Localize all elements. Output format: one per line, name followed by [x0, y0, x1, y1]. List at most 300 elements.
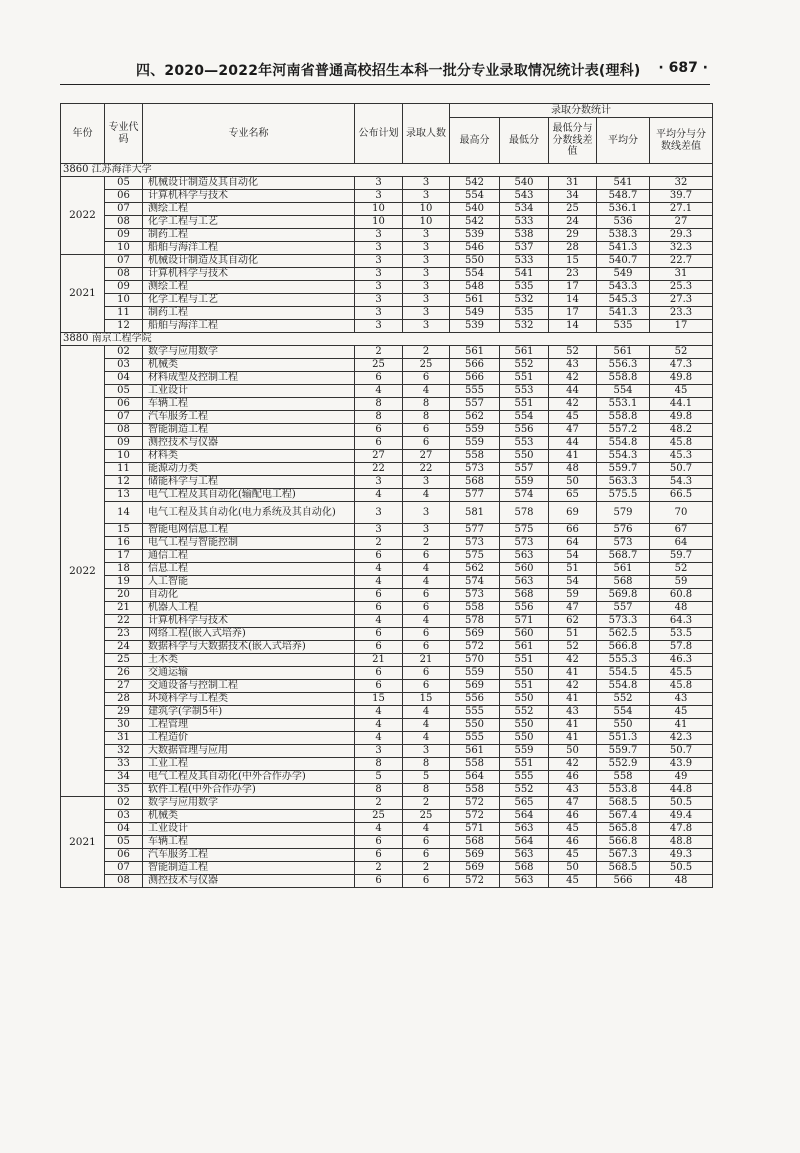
cell-admitted: 4	[403, 576, 450, 589]
cell-major: 计算机科学与技术	[143, 615, 355, 628]
cell-min-diff: 42	[549, 398, 597, 411]
cell-avg-diff: 50.7	[650, 745, 713, 758]
cell-avg: 567.3	[597, 849, 650, 862]
cell-max: 542	[450, 177, 500, 190]
cell-admitted: 6	[403, 836, 450, 849]
cell-max: 539	[450, 320, 500, 333]
table-row	[61, 563, 713, 576]
cell-code: 07	[105, 255, 143, 268]
cell-max: 550	[450, 719, 500, 732]
cell-min-diff: 50	[549, 476, 597, 489]
school-name: 3860 江苏海洋大学	[61, 164, 713, 177]
cell-avg-diff: 43	[650, 693, 713, 706]
cell-code: 20	[105, 589, 143, 602]
cell-admitted: 6	[403, 602, 450, 615]
cell-avg: 554.3	[597, 450, 650, 463]
school-row	[61, 333, 713, 346]
cell-code: 11	[105, 307, 143, 320]
cell-min-diff: 41	[549, 732, 597, 745]
cell-min-diff: 17	[549, 281, 597, 294]
cell-avg: 575.5	[597, 489, 650, 502]
table-row	[61, 463, 713, 476]
cell-min: 561	[500, 641, 549, 654]
cell-admitted: 10	[403, 216, 450, 229]
table-row	[61, 411, 713, 424]
cell-max: 573	[450, 537, 500, 550]
cell-avg-diff: 54.3	[650, 476, 713, 489]
cell-plan: 4	[355, 823, 403, 836]
cell-max: 555	[450, 706, 500, 719]
cell-plan: 6	[355, 372, 403, 385]
cell-min-diff: 15	[549, 255, 597, 268]
cell-max: 554	[450, 190, 500, 203]
cell-admitted: 2	[403, 346, 450, 359]
cell-plan: 4	[355, 615, 403, 628]
cell-min: 564	[500, 810, 549, 823]
cell-min: 550	[500, 732, 549, 745]
table-row	[61, 797, 713, 810]
cell-max: 557	[450, 398, 500, 411]
table-row	[61, 693, 713, 706]
cell-major: 汽车服务工程	[143, 411, 355, 424]
cell-avg: 561	[597, 563, 650, 576]
cell-code: 18	[105, 563, 143, 576]
table-row	[61, 385, 713, 398]
cell-plan: 3	[355, 229, 403, 242]
cell-min-diff: 45	[549, 411, 597, 424]
cell-code: 05	[105, 177, 143, 190]
cell-avg-diff: 57.8	[650, 641, 713, 654]
cell-min: 564	[500, 836, 549, 849]
cell-avg: 545.3	[597, 294, 650, 307]
cell-avg: 557.2	[597, 424, 650, 437]
cell-avg-diff: 52	[650, 346, 713, 359]
cell-max: 568	[450, 476, 500, 489]
cell-max: 555	[450, 732, 500, 745]
cell-min: 559	[500, 745, 549, 758]
cell-major: 工业设计	[143, 823, 355, 836]
cell-admitted: 4	[403, 732, 450, 745]
cell-code: 05	[105, 385, 143, 398]
cell-major: 环境科学与工程类	[143, 693, 355, 706]
cell-plan: 21	[355, 654, 403, 667]
cell-avg-diff: 25.3	[650, 281, 713, 294]
cell-avg-diff: 45.8	[650, 437, 713, 450]
cell-max: 556	[450, 693, 500, 706]
cell-avg: 536	[597, 216, 650, 229]
cell-plan: 22	[355, 463, 403, 476]
cell-min-diff: 46	[549, 771, 597, 784]
cell-min: 568	[500, 589, 549, 602]
table-row	[61, 758, 713, 771]
cell-major: 机械设计制造及其自动化	[143, 177, 355, 190]
cell-min-diff: 51	[549, 563, 597, 576]
cell-min: 550	[500, 719, 549, 732]
cell-min: 563	[500, 576, 549, 589]
cell-min-diff: 47	[549, 424, 597, 437]
cell-plan: 3	[355, 255, 403, 268]
cell-avg-diff: 47.8	[650, 823, 713, 836]
cell-major: 船舶与海洋工程	[143, 320, 355, 333]
cell-avg-diff: 47.3	[650, 359, 713, 372]
cell-plan: 25	[355, 359, 403, 372]
cell-min-diff: 44	[549, 437, 597, 450]
table-row	[61, 745, 713, 758]
cell-avg: 557	[597, 602, 650, 615]
cell-max: 566	[450, 359, 500, 372]
cell-min: 571	[500, 615, 549, 628]
cell-admitted: 2	[403, 537, 450, 550]
cell-plan: 6	[355, 424, 403, 437]
cell-max: 572	[450, 797, 500, 810]
cell-avg-diff: 70	[650, 502, 713, 524]
cell-major: 制药工程	[143, 307, 355, 320]
cell-min: 537	[500, 242, 549, 255]
cell-min-diff: 45	[549, 823, 597, 836]
cell-min-diff: 28	[549, 242, 597, 255]
cell-min-diff: 47	[549, 602, 597, 615]
table-row	[61, 667, 713, 680]
cell-min: 534	[500, 203, 549, 216]
cell-avg: 541	[597, 177, 650, 190]
cell-major: 机器人工程	[143, 602, 355, 615]
cell-min-diff: 69	[549, 502, 597, 524]
cell-min-diff: 52	[549, 641, 597, 654]
cell-avg-diff: 45.5	[650, 667, 713, 680]
cell-major: 自动化	[143, 589, 355, 602]
cell-min: 554	[500, 411, 549, 424]
cell-min-diff: 29	[549, 229, 597, 242]
cell-plan: 3	[355, 177, 403, 190]
cell-avg: 565.8	[597, 823, 650, 836]
cell-avg-diff: 48.2	[650, 424, 713, 437]
cell-max: 540	[450, 203, 500, 216]
cell-avg-diff: 46.3	[650, 654, 713, 667]
cell-min-diff: 46	[549, 810, 597, 823]
cell-min-diff: 31	[549, 177, 597, 190]
cell-avg: 568	[597, 576, 650, 589]
table-row	[61, 307, 713, 320]
cell-max: 581	[450, 502, 500, 524]
cell-code: 09	[105, 281, 143, 294]
cell-major: 能源动力类	[143, 463, 355, 476]
cell-code: 05	[105, 836, 143, 849]
cell-min-diff: 43	[549, 359, 597, 372]
cell-major: 工业工程	[143, 758, 355, 771]
cell-min-diff: 54	[549, 576, 597, 589]
cell-avg: 579	[597, 502, 650, 524]
cell-code: 17	[105, 550, 143, 563]
cell-major: 通信工程	[143, 550, 355, 563]
cell-admitted: 15	[403, 693, 450, 706]
cell-plan: 3	[355, 242, 403, 255]
cell-avg: 559.7	[597, 463, 650, 476]
cell-plan: 6	[355, 667, 403, 680]
cell-min: 552	[500, 706, 549, 719]
cell-plan: 8	[355, 398, 403, 411]
cell-major: 化学工程与工艺	[143, 294, 355, 307]
table-row	[61, 359, 713, 372]
cell-min-diff: 41	[549, 719, 597, 732]
cell-admitted: 3	[403, 281, 450, 294]
cell-min-diff: 51	[549, 628, 597, 641]
cell-avg-diff: 48.8	[650, 836, 713, 849]
cell-avg-diff: 41	[650, 719, 713, 732]
cell-admitted: 6	[403, 875, 450, 888]
cell-min: 560	[500, 628, 549, 641]
cell-min-diff: 59	[549, 589, 597, 602]
cell-max: 561	[450, 346, 500, 359]
table-row	[61, 654, 713, 667]
cell-max: 561	[450, 745, 500, 758]
cell-avg: 553.8	[597, 784, 650, 797]
cell-avg: 576	[597, 524, 650, 537]
cell-major: 测绘工程	[143, 203, 355, 216]
cell-min: 550	[500, 450, 549, 463]
cell-admitted: 27	[403, 450, 450, 463]
cell-min: 563	[500, 875, 549, 888]
cell-max: 558	[450, 602, 500, 615]
cell-avg-diff: 39.7	[650, 190, 713, 203]
cell-avg-diff: 50.5	[650, 862, 713, 875]
cell-avg: 536.1	[597, 203, 650, 216]
cell-admitted: 4	[403, 563, 450, 576]
col-min-diff: 最低分与分数线差值	[549, 118, 597, 164]
cell-avg: 538.3	[597, 229, 650, 242]
year-cell: 2022	[61, 177, 105, 255]
cell-avg: 549	[597, 268, 650, 281]
cell-plan: 6	[355, 628, 403, 641]
cell-max: 539	[450, 229, 500, 242]
cell-plan: 2	[355, 537, 403, 550]
cell-major: 测控技术与仪器	[143, 875, 355, 888]
cell-admitted: 6	[403, 849, 450, 862]
cell-avg: 568.5	[597, 797, 650, 810]
cell-min: 557	[500, 463, 549, 476]
cell-plan: 3	[355, 502, 403, 524]
cell-code: 08	[105, 268, 143, 281]
cell-max: 558	[450, 758, 500, 771]
cell-code: 10	[105, 242, 143, 255]
cell-max: 559	[450, 424, 500, 437]
cell-min: 540	[500, 177, 549, 190]
cell-min-diff: 23	[549, 268, 597, 281]
cell-avg-diff: 49.4	[650, 810, 713, 823]
cell-avg: 559.7	[597, 745, 650, 758]
cell-major: 车辆工程	[143, 398, 355, 411]
cell-admitted: 5	[403, 771, 450, 784]
cell-avg: 548.7	[597, 190, 650, 203]
cell-plan: 2	[355, 346, 403, 359]
cell-min: 541	[500, 268, 549, 281]
table-row	[61, 372, 713, 385]
cell-code: 08	[105, 875, 143, 888]
cell-avg: 535	[597, 320, 650, 333]
cell-avg-diff: 45.3	[650, 450, 713, 463]
cell-admitted: 6	[403, 437, 450, 450]
cell-major: 软件工程(中外合作办学)	[143, 784, 355, 797]
cell-min-diff: 42	[549, 372, 597, 385]
cell-admitted: 10	[403, 203, 450, 216]
cell-plan: 6	[355, 875, 403, 888]
cell-admitted: 3	[403, 268, 450, 281]
cell-code: 04	[105, 823, 143, 836]
cell-code: 08	[105, 216, 143, 229]
cell-avg-diff: 49.8	[650, 411, 713, 424]
cell-major: 材料成型及控制工程	[143, 372, 355, 385]
cell-major: 智能制造工程	[143, 862, 355, 875]
cell-code: 19	[105, 576, 143, 589]
cell-admitted: 3	[403, 476, 450, 489]
cell-max: 566	[450, 372, 500, 385]
cell-plan: 6	[355, 550, 403, 563]
table-row	[61, 320, 713, 333]
table-row	[61, 615, 713, 628]
cell-admitted: 8	[403, 758, 450, 771]
cell-min-diff: 50	[549, 862, 597, 875]
cell-plan: 6	[355, 437, 403, 450]
cell-code: 02	[105, 797, 143, 810]
cell-major: 化学工程与工艺	[143, 216, 355, 229]
cell-code: 30	[105, 719, 143, 732]
cell-code: 35	[105, 784, 143, 797]
cell-avg-diff: 59.7	[650, 550, 713, 563]
cell-avg: 566.8	[597, 641, 650, 654]
cell-code: 31	[105, 732, 143, 745]
cell-min: 555	[500, 771, 549, 784]
cell-avg-diff: 27.1	[650, 203, 713, 216]
table-row	[61, 476, 713, 489]
table-row	[61, 229, 713, 242]
cell-min: 563	[500, 550, 549, 563]
cell-min-diff: 64	[549, 537, 597, 550]
cell-max: 573	[450, 463, 500, 476]
table-row	[61, 489, 713, 502]
cell-major: 车辆工程	[143, 836, 355, 849]
cell-max: 562	[450, 411, 500, 424]
cell-min: 551	[500, 372, 549, 385]
cell-avg-diff: 53.5	[650, 628, 713, 641]
cell-code: 12	[105, 320, 143, 333]
cell-max: 575	[450, 550, 500, 563]
cell-min-diff: 65	[549, 489, 597, 502]
table-row	[61, 550, 713, 563]
cell-code: 15	[105, 524, 143, 537]
cell-min-diff: 45	[549, 875, 597, 888]
cell-min: 538	[500, 229, 549, 242]
cell-admitted: 6	[403, 641, 450, 654]
cell-major: 智能制造工程	[143, 424, 355, 437]
cell-avg: 540.7	[597, 255, 650, 268]
cell-min: 568	[500, 862, 549, 875]
cell-min: 560	[500, 563, 549, 576]
cell-min: 550	[500, 667, 549, 680]
cell-major: 机械类	[143, 810, 355, 823]
table-row	[61, 641, 713, 654]
cell-min-diff: 17	[549, 307, 597, 320]
cell-avg-diff: 31	[650, 268, 713, 281]
cell-major: 船舶与海洋工程	[143, 242, 355, 255]
cell-admitted: 8	[403, 784, 450, 797]
cell-code: 24	[105, 641, 143, 654]
cell-admitted: 3	[403, 255, 450, 268]
table-row	[61, 437, 713, 450]
table-row	[61, 732, 713, 745]
col-min: 最低分	[500, 118, 549, 164]
cell-admitted: 6	[403, 372, 450, 385]
cell-max: 564	[450, 771, 500, 784]
cell-max: 559	[450, 667, 500, 680]
cell-avg-diff: 29.3	[650, 229, 713, 242]
cell-major: 汽车服务工程	[143, 849, 355, 862]
cell-avg-diff: 66.5	[650, 489, 713, 502]
col-avg: 平均分	[597, 118, 650, 164]
cell-min: 551	[500, 680, 549, 693]
cell-min-diff: 66	[549, 524, 597, 537]
cell-plan: 4	[355, 489, 403, 502]
table-row	[61, 346, 713, 359]
cell-code: 08	[105, 424, 143, 437]
cell-min: 573	[500, 537, 549, 550]
cell-min-diff: 41	[549, 450, 597, 463]
cell-admitted: 25	[403, 359, 450, 372]
cell-min-diff: 45	[549, 849, 597, 862]
cell-admitted: 3	[403, 242, 450, 255]
cell-min-diff: 42	[549, 758, 597, 771]
cell-plan: 6	[355, 680, 403, 693]
cell-admitted: 8	[403, 398, 450, 411]
cell-avg-diff: 32.3	[650, 242, 713, 255]
cell-avg-diff: 49	[650, 771, 713, 784]
cell-avg-diff: 52	[650, 563, 713, 576]
cell-min: 543	[500, 190, 549, 203]
cell-max: 570	[450, 654, 500, 667]
cell-plan: 4	[355, 576, 403, 589]
cell-plan: 27	[355, 450, 403, 463]
cell-min: 563	[500, 823, 549, 836]
cell-admitted: 3	[403, 320, 450, 333]
cell-min: 563	[500, 849, 549, 862]
table-row	[61, 680, 713, 693]
cell-max: 578	[450, 615, 500, 628]
table-row	[61, 875, 713, 888]
cell-plan: 4	[355, 719, 403, 732]
cell-admitted: 3	[403, 745, 450, 758]
table-header-row-1	[61, 104, 713, 118]
cell-admitted: 2	[403, 862, 450, 875]
cell-max: 569	[450, 862, 500, 875]
cell-code: 06	[105, 190, 143, 203]
col-score-group: 录取分数统计	[450, 104, 713, 118]
cell-major: 数学与应用数学	[143, 797, 355, 810]
cell-plan: 10	[355, 216, 403, 229]
cell-max: 558	[450, 450, 500, 463]
cell-min: 559	[500, 476, 549, 489]
cell-avg-diff: 22.7	[650, 255, 713, 268]
table-row	[61, 849, 713, 862]
cell-plan: 2	[355, 862, 403, 875]
cell-major: 电气工程及其自动化(电力系统及其自动化)	[143, 502, 355, 524]
cell-avg: 563.3	[597, 476, 650, 489]
cell-code: 13	[105, 489, 143, 502]
cell-min: 532	[500, 294, 549, 307]
cell-admitted: 2	[403, 797, 450, 810]
cell-max: 572	[450, 641, 500, 654]
col-year: 年份	[61, 104, 105, 164]
cell-code: 07	[105, 411, 143, 424]
cell-admitted: 25	[403, 810, 450, 823]
col-plan: 公布计划	[355, 104, 403, 164]
